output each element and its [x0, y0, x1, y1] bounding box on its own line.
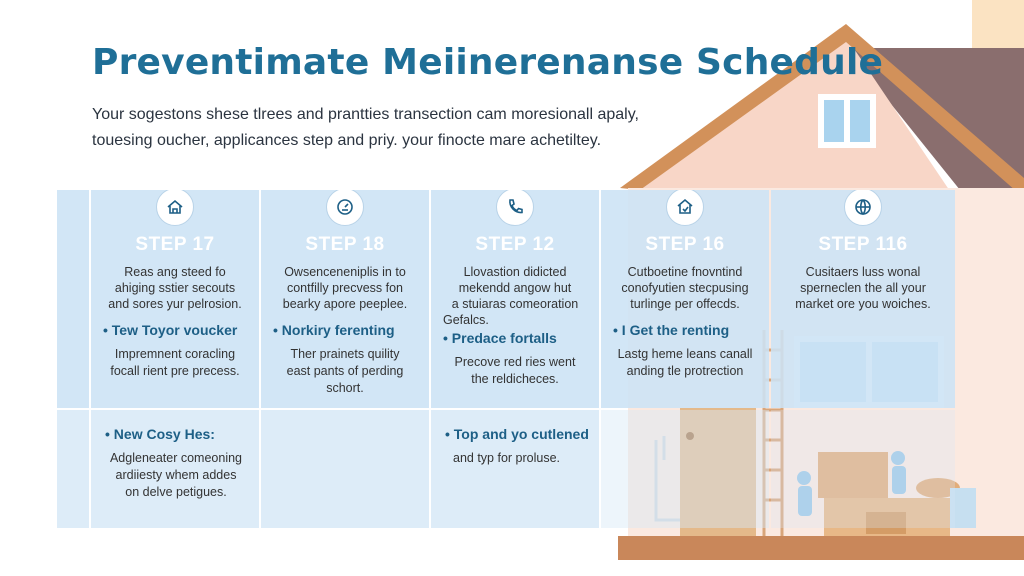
attic-window-pane-left	[824, 100, 844, 142]
page-title: Preventimate Meiinerenanse Schedule	[92, 42, 884, 83]
step-desc-line: conofyutien stecpusing	[621, 281, 749, 295]
step-desc-line: contfilly precvess fon	[286, 281, 404, 295]
step-desc-line: market ore you woiches.	[795, 297, 931, 311]
lower-card-3	[431, 410, 599, 528]
bullet-desc-line: Precove red ries went	[454, 355, 576, 369]
bullet-desc-line: and typ for proluse.	[453, 451, 561, 465]
attic-window-pane-right	[850, 100, 870, 142]
subtitle-line: Your sogestons shese tlrees and prantties transection cam moresionall apaly,	[92, 106, 639, 123]
chimney-block	[972, 0, 1024, 48]
lower-bullet-description	[101, 450, 251, 501]
grid-margin-cell	[57, 410, 89, 528]
lower-bullet: • New Cosy Hes:	[105, 426, 215, 442]
step-desc-line: sperneclen the all your	[800, 281, 926, 295]
lower-card-4	[601, 410, 769, 528]
step-desc-line: bearky apore peeplee.	[282, 297, 408, 311]
bullet-desc-line: the reldicheces.	[471, 372, 559, 386]
grid-margin-cell	[57, 190, 89, 408]
bullet-desc-line: Adgleneater comeoning	[109, 451, 243, 465]
step-label: STEP 12	[475, 234, 555, 255]
step-description	[439, 264, 591, 328]
step-bullet: • Predace fortalls	[443, 330, 557, 346]
step-description	[609, 264, 761, 312]
step-bullet: • Norkiry ferenting	[273, 322, 395, 338]
step-label: STEP 18	[305, 234, 385, 255]
step-card-5	[771, 190, 955, 408]
step-desc-line: Gefalcs.	[443, 313, 489, 327]
home-shield-icon	[666, 190, 704, 226]
lower-bullet-description	[441, 450, 591, 467]
bullet-desc-line: Impremnent coracling	[114, 347, 236, 361]
bullet-desc-line: east pants of perding	[286, 364, 404, 378]
gauge-icon	[326, 190, 364, 226]
bullet-desc-line: Ther prainets quility	[290, 347, 400, 361]
step-bullet: • I Get the renting	[613, 322, 730, 338]
step-card-4	[601, 190, 769, 408]
step-desc-line: turlinge per offecds.	[630, 297, 740, 311]
house-floor	[618, 536, 1024, 560]
step-card-1	[91, 190, 259, 408]
step-label: STEP 17	[135, 234, 215, 255]
lower-card-2	[261, 410, 429, 528]
lower-card-5	[771, 410, 955, 528]
step-bullet-description	[609, 346, 761, 380]
phone-icon	[496, 190, 534, 226]
step-desc-line: Reas ang steed fo	[124, 265, 226, 279]
step-label: STEP 16	[645, 234, 725, 255]
globe-icon	[844, 190, 882, 226]
schedule-grid	[57, 190, 949, 526]
bullet-desc-line: Lastg heme leans canall	[617, 347, 753, 361]
bullet-desc-line: on delve petigues.	[125, 485, 227, 499]
step-desc-line: mekendd angow hut	[458, 281, 572, 295]
step-desc-line: ahiging sstier secouts	[114, 281, 236, 295]
house-icon	[156, 190, 194, 226]
step-description	[779, 264, 947, 312]
lower-bullet: • Top and yo cutlened	[445, 426, 589, 442]
lower-card-1	[91, 410, 259, 528]
bullet-desc-line: ardiiesty whem addes	[115, 468, 237, 482]
step-bullet-description	[269, 346, 421, 397]
step-desc-line: Cusitaers luss wonal	[805, 265, 921, 279]
bullet-desc-line: focall rient pre precess.	[110, 364, 240, 378]
step-bullet-description	[439, 354, 591, 388]
step-desc-line: Owsenceneniplis in to	[284, 265, 406, 279]
step-description	[99, 264, 251, 312]
bullet-desc-line: anding tle protrection	[626, 364, 744, 378]
bullet-desc-line: schort.	[326, 381, 364, 395]
step-bullet: • Tew Toyor voucker	[103, 322, 238, 338]
step-desc-line: and sores yur pelrosion.	[108, 297, 242, 311]
subtitle-line: touesing oucher, applicances step and priy. your finocte mare achetiltey.	[92, 132, 602, 149]
step-description	[269, 264, 421, 312]
step-desc-line: Cutboetine fnovntind	[627, 265, 743, 279]
step-desc-line: Llovastion didicted	[463, 265, 567, 279]
step-desc-line: a stuiaras comeoration	[451, 297, 579, 311]
page-subtitle	[92, 102, 692, 154]
step-label: STEP 116	[818, 234, 908, 255]
step-bullet-description	[99, 346, 251, 380]
step-card-2	[261, 190, 429, 408]
step-card-3	[431, 190, 599, 408]
